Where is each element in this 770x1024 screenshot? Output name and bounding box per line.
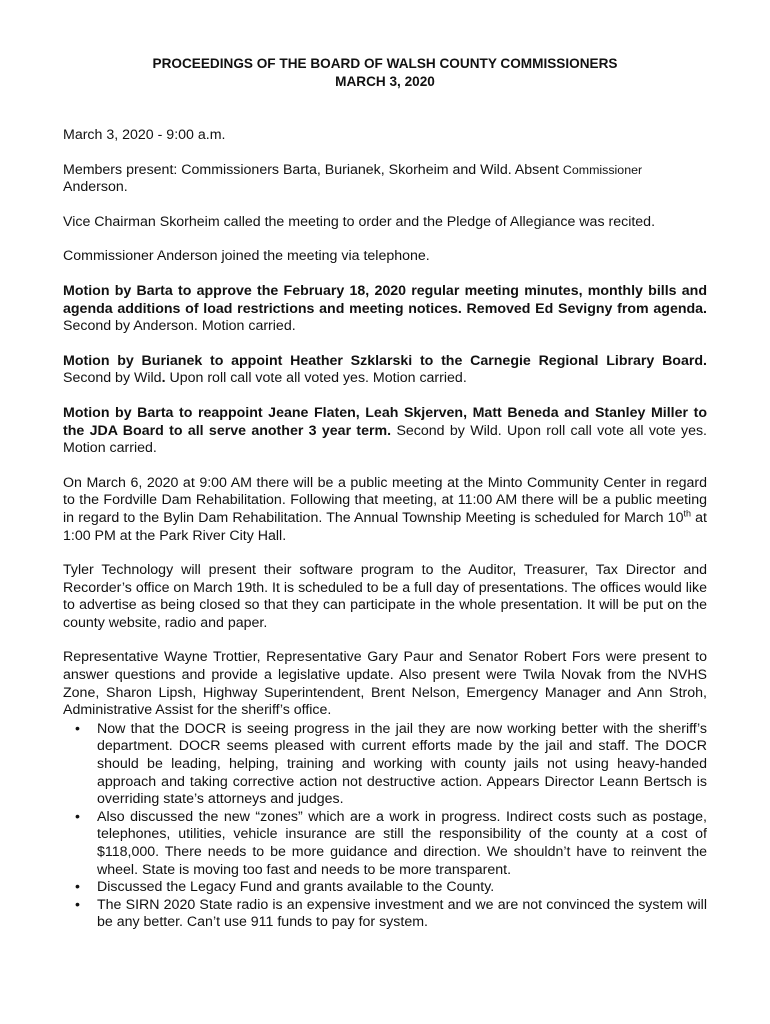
tyler-technology-paragraph: Tyler Technology will present their software program to the Auditor, Treasurer, Tax Director and Recorder’s office on March 19th. It is scheduled to be a full day of presentations. The offices would like to advertise as being closed so that they can participate in the whole presentation. It will be put on the county website, radio and paper. — [63, 562, 707, 631]
motion-2 — [63, 353, 707, 388]
public-meeting-text-b: at 1:00 PM at the Park River City Hall. — [63, 509, 707, 544]
motion-1-bold: Motion by Barta to approve the February 18, 2020 regular meeting minutes, monthly bills and agenda additions of load restrictions and meeting notices. Removed Ed Sevigny from agenda. — [63, 282, 707, 317]
document-title — [63, 55, 707, 91]
list-item — [75, 879, 707, 897]
title-spacer — [63, 91, 707, 127]
bullet-icon: • — [75, 879, 80, 896]
title-line-1: PROCEEDINGS OF THE BOARD OF WALSH COUNTY COMMISSIONERS — [152, 56, 618, 71]
members-text-c: Anderson. — [63, 179, 128, 196]
public-meeting-paragraph — [63, 475, 707, 545]
list-item-text: Also discussed the new “zones” which are a work in progress. Indirect costs such as postage, telephones, utilities, vehicle insurance are still the responsibility of the county at a cost of $118,000. There needs to be more guidance and direction. We shouldn’t have to reinvent the wheel. State is moving too fast and needs to be more transparent. — [97, 808, 707, 878]
motion-3 — [63, 405, 707, 458]
motion-2-rest-a: Second by Wild — [63, 370, 162, 387]
call-to-order: Vice Chairman Skorheim called the meeting to order and the Pledge of Allegiance was recited. — [63, 213, 656, 230]
motion-3-bold: Motion by Barta to reappoint Jeane Flaten, Leah Skjerven, Matt Beneda and Stanley Miller to the JDA Board to all serve another 3 year term. — [63, 404, 707, 439]
motion-3-rest: Second by Wild. Upon roll call vote all vote yes. Motion carried. — [63, 422, 707, 457]
representatives-paragraph: Representative Wayne Trottier, Representative Gary Paur and Senator Robert Fors were present to answer questions and provide a legislative update. Also present were Twila Novak from the NVHS Zone, Sharon Lipsh, Highway Superintendent, Brent Nelson, Emergency Manager and Ann Stroh, Administrative Assist for the sheriff’s office. — [63, 649, 707, 719]
motion-1 — [63, 283, 707, 336]
bullet-icon: • — [75, 720, 80, 737]
legislative-update-list — [63, 721, 707, 932]
meeting-date-time: March 3, 2020 - 9:00 a.m. — [63, 127, 226, 143]
list-item — [75, 896, 707, 932]
public-meeting-text-a: On March 6, 2020 at 9:00 AM there will be a public meeting at the Minto Community Center in regard to the Fordville Dam Rehabilitation. Following that meeting, at 11:00 AM there will be a public meeting in regard to the Bylin Dam Rehabilitation. The Annual Township Meeting is scheduled for March 10 — [63, 474, 707, 526]
list-item-text: Discussed the Legacy Fund and grants available to the County. — [97, 879, 495, 896]
list-item — [75, 720, 707, 809]
list-item-text: Now that the DOCR is seeing progress in the jail they are now working better with the sheriff’s department. DOCR seems pleased with current efforts made by the jail and staff. The DOCR should be leading, helping, training and working with county jails not using heavy-handed approach and taking corrective action not destructive action. Appears Director Leann Bertsch is overriding state’s attorneys and judges. — [97, 720, 707, 808]
motion-2-rest-c: Upon roll call vote all voted yes. Motion carried. — [165, 370, 467, 387]
members-text-a: Members present: Commissioners Barta, Burianek, Skorheim and Wild. Absent — [63, 161, 563, 178]
list-item-text: The SIRN 2020 State radio is an expensive investment and we are not convinced the system will be any better. Can’t use 911 funds to pay for system. — [97, 896, 707, 931]
anderson-joined: Commissioner Anderson joined the meeting via telephone. — [63, 248, 430, 265]
motion-2-bold: Motion by Burianek to appoint Heather Szklarski to the Carnegie Regional Library Board. — [63, 352, 707, 369]
motion-1-rest: Second by Anderson. Motion carried. — [63, 318, 296, 335]
bullet-icon: • — [75, 808, 80, 825]
title-line-2: MARCH 3, 2020 — [335, 74, 435, 89]
bullet-icon: • — [75, 896, 80, 913]
members-present — [63, 162, 707, 197]
members-text-b: Commissioner — [562, 162, 643, 177]
public-meeting-superscript: th — [683, 508, 691, 519]
list-item — [75, 808, 707, 879]
motion-2-rest-b: . — [161, 370, 166, 387]
